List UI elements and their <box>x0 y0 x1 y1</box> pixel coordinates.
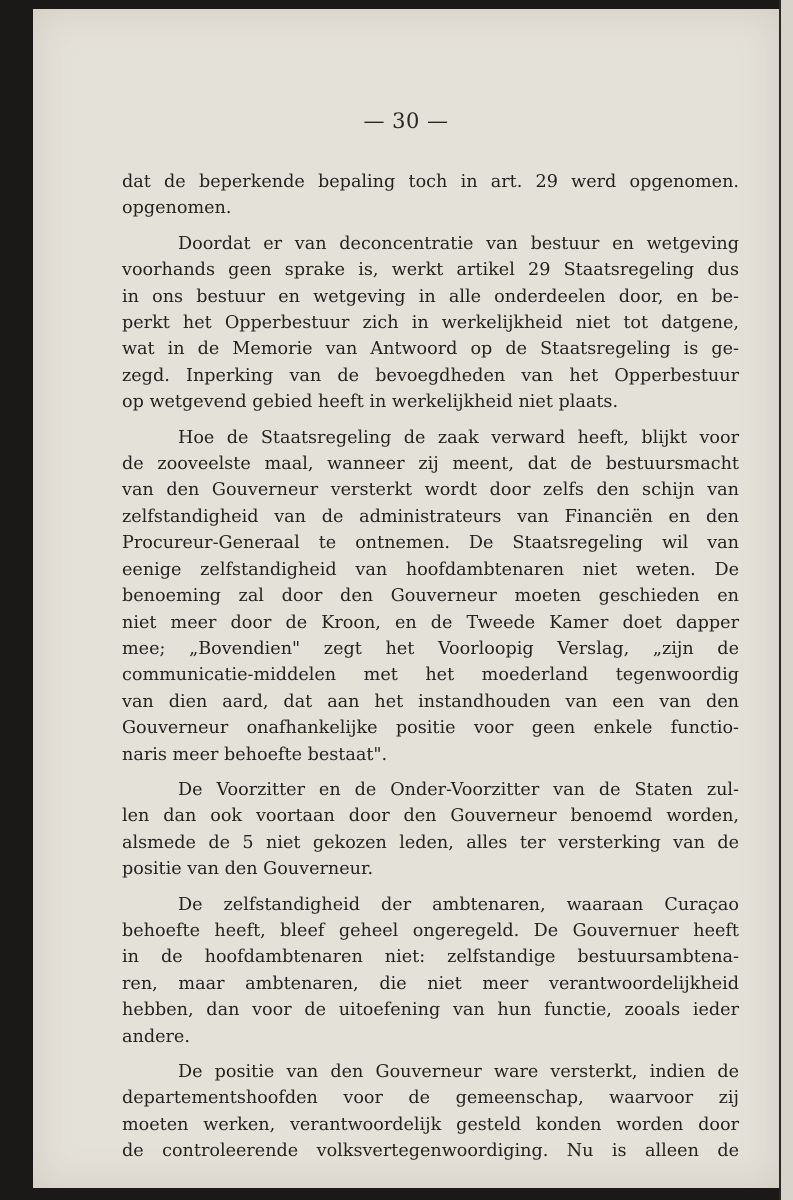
text-line: zelfstandigheid van de administrateurs van Financiën en den <box>122 506 739 527</box>
body-text <box>122 169 739 1174</box>
text-line: Procureur-Generaal te ontnemen. De Staatsregeling wil van <box>122 533 739 554</box>
paragraph <box>122 231 739 416</box>
text-line: mee; „Bovendien" zegt het Voorloopig Verslag, „zijn de <box>122 638 739 659</box>
text-line: dat de beperkende bepaling toch in art. 29 werd opgenomen. <box>122 172 739 192</box>
text-line: De positie van den Gouverneur ware versterkt, indien de <box>178 1062 739 1082</box>
text-line: voorhands geen sprake is, werkt artikel 29 Staatsregeling dus <box>122 260 739 281</box>
text-line: de zooveelste maal, wanneer zij meent, dat de bestuursmacht <box>122 454 739 475</box>
text-line: andere. <box>122 1026 190 1047</box>
text-line: positie van den Gouverneur. <box>122 859 374 880</box>
text-line: van dien aard, dat aan het instandhouden van een van den <box>122 691 739 712</box>
text-line: De Voorzitter en de Onder-Voorzitter van de Staten zul- <box>178 779 739 800</box>
text-line: hebben, dan voor de uitoefening van hun functie, zooals ieder <box>122 1000 739 1021</box>
text-line: op wetgevend gebied heeft in werkelijkheid niet plaats. <box>122 392 619 413</box>
text-line: opgenomen. <box>122 198 232 219</box>
paragraph <box>122 777 739 883</box>
text-line: Hoe de Staatsregeling de zaak verward heeft, blijkt voor <box>178 427 739 448</box>
text-line: de controleerende volksvertegenwoordiging. Nu is alleen de <box>122 1141 739 1162</box>
text-line: benoeming zal door den Gouverneur moeten geschieden en <box>122 586 739 607</box>
text-line: ren, maar ambtenaren, die niet meer verantwoordelijkheid <box>122 973 739 994</box>
text-line: Gouverneur onafhankelijke positie voor geen enkele functio- <box>122 718 739 739</box>
page-number: — 30 — <box>363 109 449 133</box>
text-line: in de hoofdambtenaren niet: zelfstandige bestuursambtena- <box>122 947 739 968</box>
text-line: in ons bestuur en wetgeving in alle onderdeelen door, en be- <box>122 286 739 307</box>
text-line: van den Gouverneur versterkt wordt door zelfs den schijn van <box>122 480 739 501</box>
page-edge <box>779 0 793 1200</box>
text-line: Doordat er van deconcentratie van bestuur en wetgeving <box>178 233 739 254</box>
text-line: alsmede de 5 niet gekozen leden, alles ter versterking van de <box>122 832 739 853</box>
paragraph <box>122 1059 739 1165</box>
paragraph <box>122 169 739 222</box>
text-line: eenige zelfstandigheid van hoofdambtenaren niet weten. De <box>122 559 739 580</box>
text-line: perkt het Opperbestuur zich in werkelijkheid niet tot datgene, <box>122 313 739 334</box>
text-line: niet meer door de Kroon, en de Tweede Kamer doet dapper <box>122 612 739 633</box>
text-line: departementshoofden voor de gemeenschap, waarvoor zij <box>122 1088 739 1109</box>
text-line: naris meer behoefte bestaat". <box>122 744 388 765</box>
text-line: De zelfstandigheid der ambtenaren, waaraan Curaçao <box>178 894 739 915</box>
text-line: len dan ook voortaan door den Gouverneur benoemd worden, <box>122 806 739 827</box>
paragraph <box>122 425 739 768</box>
text-line: moeten werken, verantwoordelijk gesteld konden worden door <box>122 1114 739 1135</box>
text-line: wat in de Memorie van Antwoord op de Staatsregeling is ge- <box>122 339 739 360</box>
scanned-page <box>33 9 779 1188</box>
paragraph <box>122 892 739 1050</box>
text-line: communicatie-middelen met het moederland tegenwoordig <box>122 665 739 686</box>
text-line: behoefte heeft, bleef geheel ongeregeld. De Gouvernuer heeft <box>122 920 739 941</box>
text-line: zegd. Inperking van de bevoegdheden van het Opperbestuur <box>122 365 739 386</box>
